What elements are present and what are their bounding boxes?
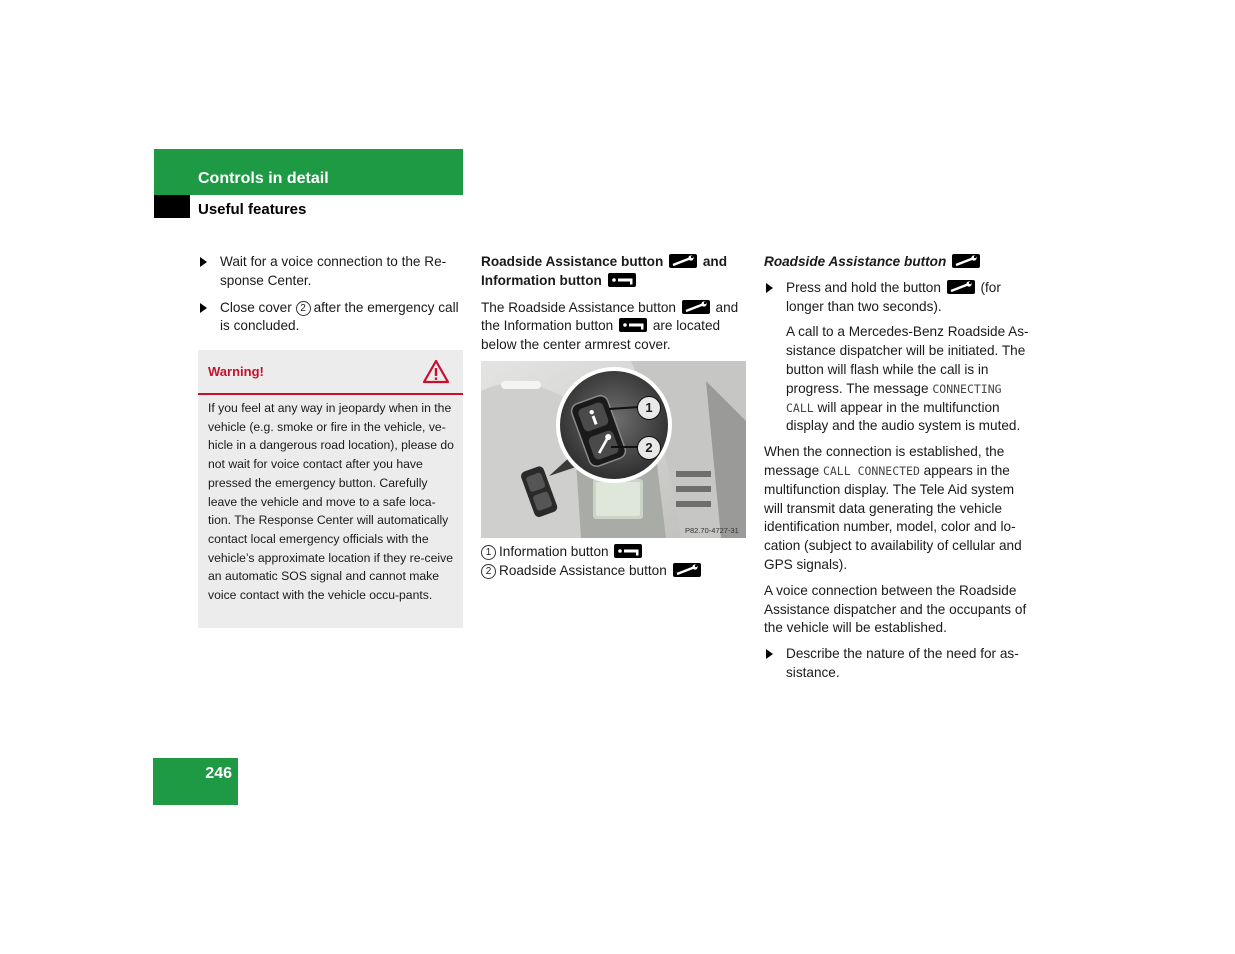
step-describe-need: Describe the nature of the need for as-sistance. <box>764 645 1032 683</box>
wrench-icon <box>673 563 701 577</box>
wrench-icon <box>947 280 975 294</box>
voice-connection-text: A voice connection between the Roadside Assistance dispatcher and the occupants of the vehicle will be established. <box>764 582 1027 636</box>
display-message-connecting: CONNECTING CALL <box>786 381 1002 415</box>
bullet-arrow-icon <box>200 303 207 313</box>
page-number: 246 <box>205 765 232 782</box>
image-reference-code: P82.70-4727-31 <box>685 526 739 535</box>
information-button-icon <box>608 273 636 287</box>
information-button-icon <box>614 544 642 558</box>
warning-triangle-icon <box>422 359 450 384</box>
warning-text: If you feel at any way in jeopardy when in the vehicle (e.g. smoke or fire in the vehicle, ve-hicle in a dangerous road location), please do not wait for voice contact after you have pressed the emergency button. Carefully leave the vehicle and move to a safe loca-tion. The Response Center will automatically contact local emergency officials with the vehicle’s approximate location if they re-ceive an automatic SOS signal and cannot make voice contact with the vehicle occu-pants. <box>208 401 454 603</box>
roadside-info-description: The Roadside Assistance button and the Information button are located below the center armrest cover. <box>481 299 739 353</box>
section-tab-marker <box>154 195 190 218</box>
bullet-arrow-icon <box>766 649 773 659</box>
step-close-cover: Close cover 2 after the emergency call is concluded. <box>198 299 460 337</box>
right-column <box>764 253 1032 683</box>
left-column <box>198 253 460 336</box>
roadside-heading: Roadside Assistance button <box>764 253 1032 272</box>
bullet-arrow-icon <box>200 257 207 267</box>
image-legend <box>481 543 746 581</box>
armrest-buttons-photo <box>481 361 746 538</box>
callout-number-2: 2 <box>296 301 311 316</box>
callout-1: 1 <box>637 396 661 420</box>
section-title: Controls in detail <box>198 170 329 187</box>
warning-divider <box>198 393 463 395</box>
warning-label: Warning! <box>208 364 264 379</box>
connection-established-text: When the connection is established, the message CALL CONNECTED appears in the multifunction display. The Tele Aid system will transmit data generating the vehicle identification number, model, color and lo-cation (subject to availability of cellular and GPS signals). <box>764 444 1022 572</box>
display-message-connected: CALL CONNECTED <box>822 463 920 478</box>
wrench-icon <box>669 254 697 268</box>
step-press-hold: Press and hold the button (for longer than two seconds). <box>764 279 1032 317</box>
subsection-title: Useful features <box>198 201 307 218</box>
wrench-icon <box>682 300 710 314</box>
middle-column <box>481 253 746 355</box>
bullet-arrow-icon <box>766 283 773 293</box>
legend-item-information: 1 Information button <box>481 543 746 562</box>
step-wait-connection: Wait for a voice connection to the Re-sponse Center. <box>198 253 460 291</box>
legend-item-roadside: 2 Roadside Assistance button <box>481 562 746 581</box>
wrench-icon <box>952 254 980 268</box>
callout-2: 2 <box>637 436 661 460</box>
roadside-info-heading: Roadside Assistance button and Information button <box>481 254 728 288</box>
information-button-icon <box>619 318 647 332</box>
call-initiated-text: A call to a Mercedes-Benz Roadside As-sistance dispatcher will be initiated. The button will flash while the call is in progress. The message CONNECTING CALL will appear in the multifunction display and the audio system is muted. <box>786 324 1029 434</box>
